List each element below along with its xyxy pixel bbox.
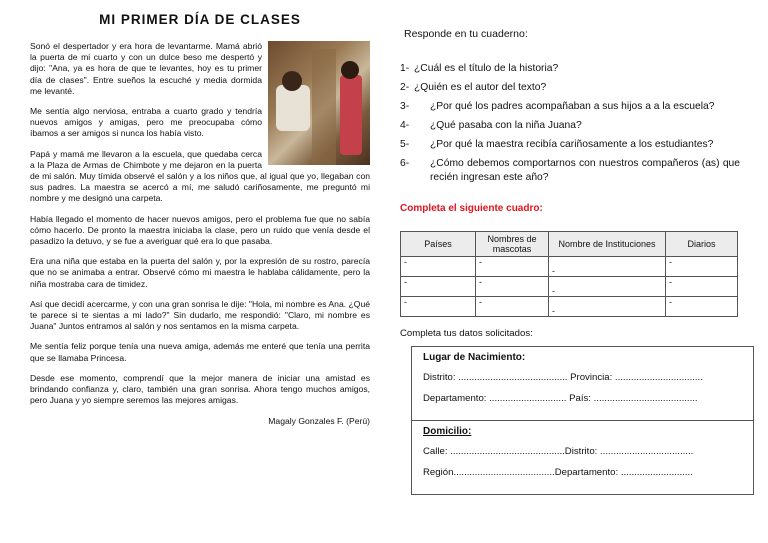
story-paragraph-3: Papá y mamá me llevaron a la escuela, que quedaba cerca a la Plaza de Armas de Chimbote y me dejaron en la puerta de mi salón. Muy tímida observé el salón y a los niños que, al igual que yo, llegaban con sus padres. La maestra se acercó a mí, me saludó cariñosamente, me preguntó mi nombre y me designó una carpeta. (30, 148, 370, 204)
domicilio-section (412, 420, 753, 494)
header-mascotas: Nombres de mascotas (476, 232, 549, 257)
question-3: 3- ¿Por qué los padres acompañaban a sus hijos a a la escuela? (400, 101, 715, 112)
table-cell[interactable]: - (401, 257, 476, 277)
table-row (401, 297, 738, 317)
story-paragraph-8: Desde ese momento, comprendí que la mejor manera de iniciar una amistad es brindando confianza y, claro, también una gran sonrisa. Ahora tengo muchos amigos, pero Juana y yo siempre seremos las mejores amigas. (30, 372, 370, 406)
cuadro-table (400, 231, 738, 317)
calle-distrito-field[interactable]: Calle: ...........................................Distrito: ................................... (423, 446, 694, 457)
table-row (401, 257, 738, 277)
story-author: Magaly Gonzales F. (Perú) (268, 416, 370, 427)
story-column (30, 12, 370, 426)
question-6: 6- ¿Cómo debemos comportarnos con nuestros compañeros (as) que recién ingresan este año? (400, 158, 740, 183)
datos-box (411, 346, 754, 495)
header-instituciones: Nombre de Instituciones (549, 232, 666, 257)
story-paragraph-4: Había llegado el momento de hacer nuevos amigos, pero el problema fue que no sabía cómo hacerlo. De pronto la maestra iniciaba la clase, pero un ruido que venía desde el pasadizo la detuvo, y se fue a averiguar qué era lo que pasaba. (30, 213, 370, 247)
story-photo (268, 41, 370, 165)
story-paragraph-5: Era una niña que estaba en la puerta del salón y, por la expresión de su rostro, parecía que no se animaba a entrar. Observé cómo mi maestra le hablaba cálidamente, pero la niña mostraba cara de timidez. (30, 256, 370, 289)
table-cell[interactable]: - (476, 277, 549, 297)
domicilio-heading: Domicilio: (423, 426, 472, 437)
story-title: MI PRIMER DÍA DE CLASES (99, 12, 301, 27)
datos-label: Completa tus datos solicitados: (400, 328, 533, 339)
story-paragraph-2: Me sentía algo nerviosa, entraba a cuarto grado y tendría nuevos amigos y amigas, pero me preocupaba cómo íbamos a ser amigos si nunca los había visto. (30, 106, 262, 139)
nacimiento-heading: Lugar de Nacimiento: (423, 352, 526, 363)
story-paragraph-6: Así que decidí acercarme, y con una gran sonrisa le dije: "Hola, mi nombre es Ana. ¿Qué te parece si te sientas a mi lado?" Sin dudarlo, me respondió: "Claro, mi nombre es Juana" Juntos entramos al salón y nos sentamos en la misma carpeta. (30, 298, 370, 332)
departamento-pais-field[interactable]: Departamento: ............................. País: ....................................... (423, 393, 698, 404)
activities-column (400, 28, 740, 495)
region-departamento-field[interactable]: Región......................................Departamento: ........................... (423, 467, 693, 478)
story-paragraph-1: Sonó el despertador y era hora de levantarme. Mamá abrió la puerta de mi cuarto y con un dulce beso me despertó y dijo: "Ana, ya es hora de que te levantes, hoy es tu primer día de clases". Entre sueños la escuché y media dormida me levanté. (30, 41, 262, 96)
story-paragraph-7: Me sentía feliz porque tenía una nueva amiga, además me enteré que tenía una perrita que se llamaba Princesa. (30, 341, 370, 363)
question-2: 2- ¿Quién es el autor del texto? (400, 82, 547, 93)
distrito-provincia-field[interactable]: Distrito: ......................................... Provincia: ................................. (423, 372, 703, 383)
header-paises: Países (401, 232, 476, 257)
table-cell[interactable]: - (666, 257, 738, 277)
table-cell[interactable]: - (476, 257, 549, 277)
table-cell[interactable]: - (476, 297, 549, 317)
cuadro-heading: Completa el siguiente cuadro: (400, 203, 543, 214)
table-row (401, 277, 738, 297)
question-1: 1- ¿Cuál es el título de la historia? (400, 63, 559, 74)
table-header-row (401, 232, 738, 257)
questions-heading: Responde en tu cuaderno: (404, 28, 528, 40)
question-4: 4- ¿Qué pasaba con la niña Juana? (400, 120, 582, 131)
table-cell[interactable]: - (549, 277, 666, 297)
table-cell[interactable]: - (549, 257, 666, 277)
table-cell[interactable]: - (401, 297, 476, 317)
question-5: 5- ¿Por qué la maestra recibía cariñosamente a los estudiantes? (400, 139, 714, 150)
nacimiento-section (412, 347, 753, 420)
header-diarios: Diarios (666, 232, 738, 257)
table-cell[interactable]: - (666, 277, 738, 297)
table-cell[interactable]: - (401, 277, 476, 297)
table-cell[interactable]: - (666, 297, 738, 317)
table-cell[interactable]: - (549, 297, 666, 317)
